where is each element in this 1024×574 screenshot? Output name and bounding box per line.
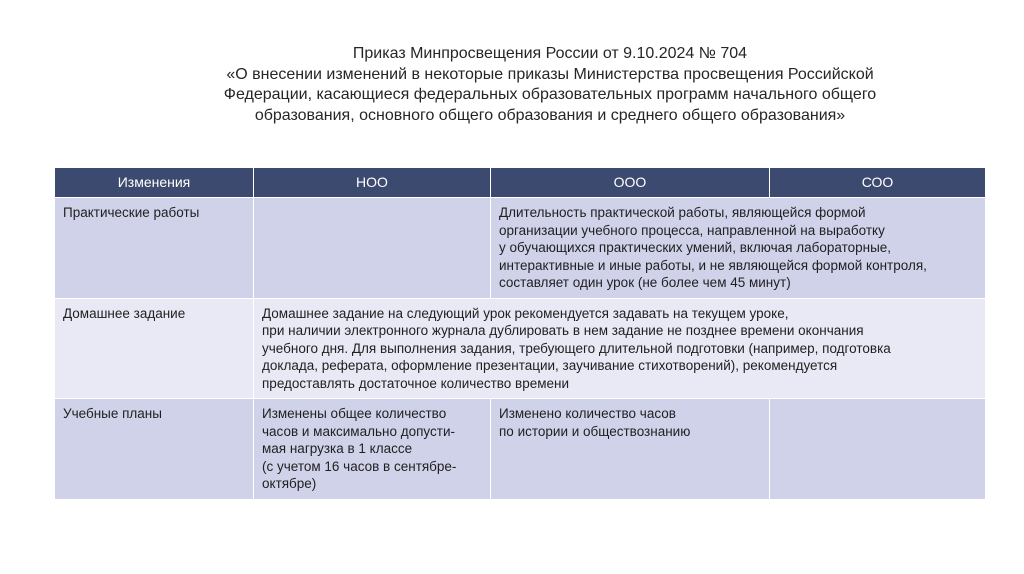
cell-line: у обучающихся практических умений, включая лабораторные, [499, 240, 892, 255]
cell-line: доклада, реферата, оформление презентации, заучивание стихотворений), рекомендуется [262, 358, 838, 373]
cell-line: составляет один урок (не более чем 45 минут) [499, 275, 791, 290]
cell-line: предоставлять достаточное количество времени [262, 375, 570, 391]
cell-line: октябре) [262, 476, 317, 491]
cell-noo [254, 399, 491, 500]
cell-line: Изменено количество часов [499, 406, 676, 421]
changes-table [54, 167, 986, 500]
title-line: образования, основного общего образования и среднего общего образования» [254, 106, 846, 124]
cell-line: Длительность практической работы, являющейся формой [499, 205, 866, 220]
row-label: Практические работы [55, 198, 254, 299]
cell-line: (с учетом 16 часов в сентябре- [262, 458, 457, 474]
table-row [55, 298, 986, 399]
cell-all-levels [254, 298, 986, 399]
table-row [55, 198, 986, 299]
title-line: «О внесении изменений в некоторые приказы Министерства просвещения Российской [226, 65, 874, 83]
cell-line: учебного дня. Для выполнения задания, требующего длительной подготовки (например, подготовка [262, 340, 891, 356]
header-changes: Изменения [55, 168, 254, 198]
cell-ooo-soo [491, 198, 986, 299]
header-noo: НОО [254, 168, 491, 198]
table-row [55, 399, 986, 500]
cell-line: по истории и обществознанию [499, 423, 691, 439]
title-line: Приказ Минпросвещения России от 9.10.2024 № 704 [352, 45, 748, 62]
cell-line: при наличии электронного журнала дублировать в нем задание не позднее времени окончания [262, 323, 864, 338]
title-line: Федерации, касающиеся федеральных образовательных программ начального общего [223, 86, 877, 103]
row-label: Домашнее задание [55, 298, 254, 399]
cell-noo [254, 198, 491, 299]
header-soo: СОО [770, 168, 986, 198]
cell-line: часов и максимально допусти- [262, 423, 455, 439]
row-label: Учебные планы [55, 399, 254, 500]
cell-ooo [491, 399, 770, 500]
document-title [190, 44, 910, 126]
header-ooo: ООО [491, 168, 770, 198]
cell-line: Изменены общее количество [262, 406, 447, 421]
cell-line: мая нагрузка в 1 классе [262, 441, 413, 456]
table-header-row [55, 168, 986, 198]
cell-line: организации учебного процесса, направленной на выработку [499, 222, 885, 238]
cell-soo [770, 399, 986, 500]
cell-line: Домашнее задание на следующий урок рекомендуется задавать на текущем уроке, [262, 305, 789, 321]
cell-line: интерактивные и иные работы, и не являющейся формой контроля, [499, 257, 927, 273]
